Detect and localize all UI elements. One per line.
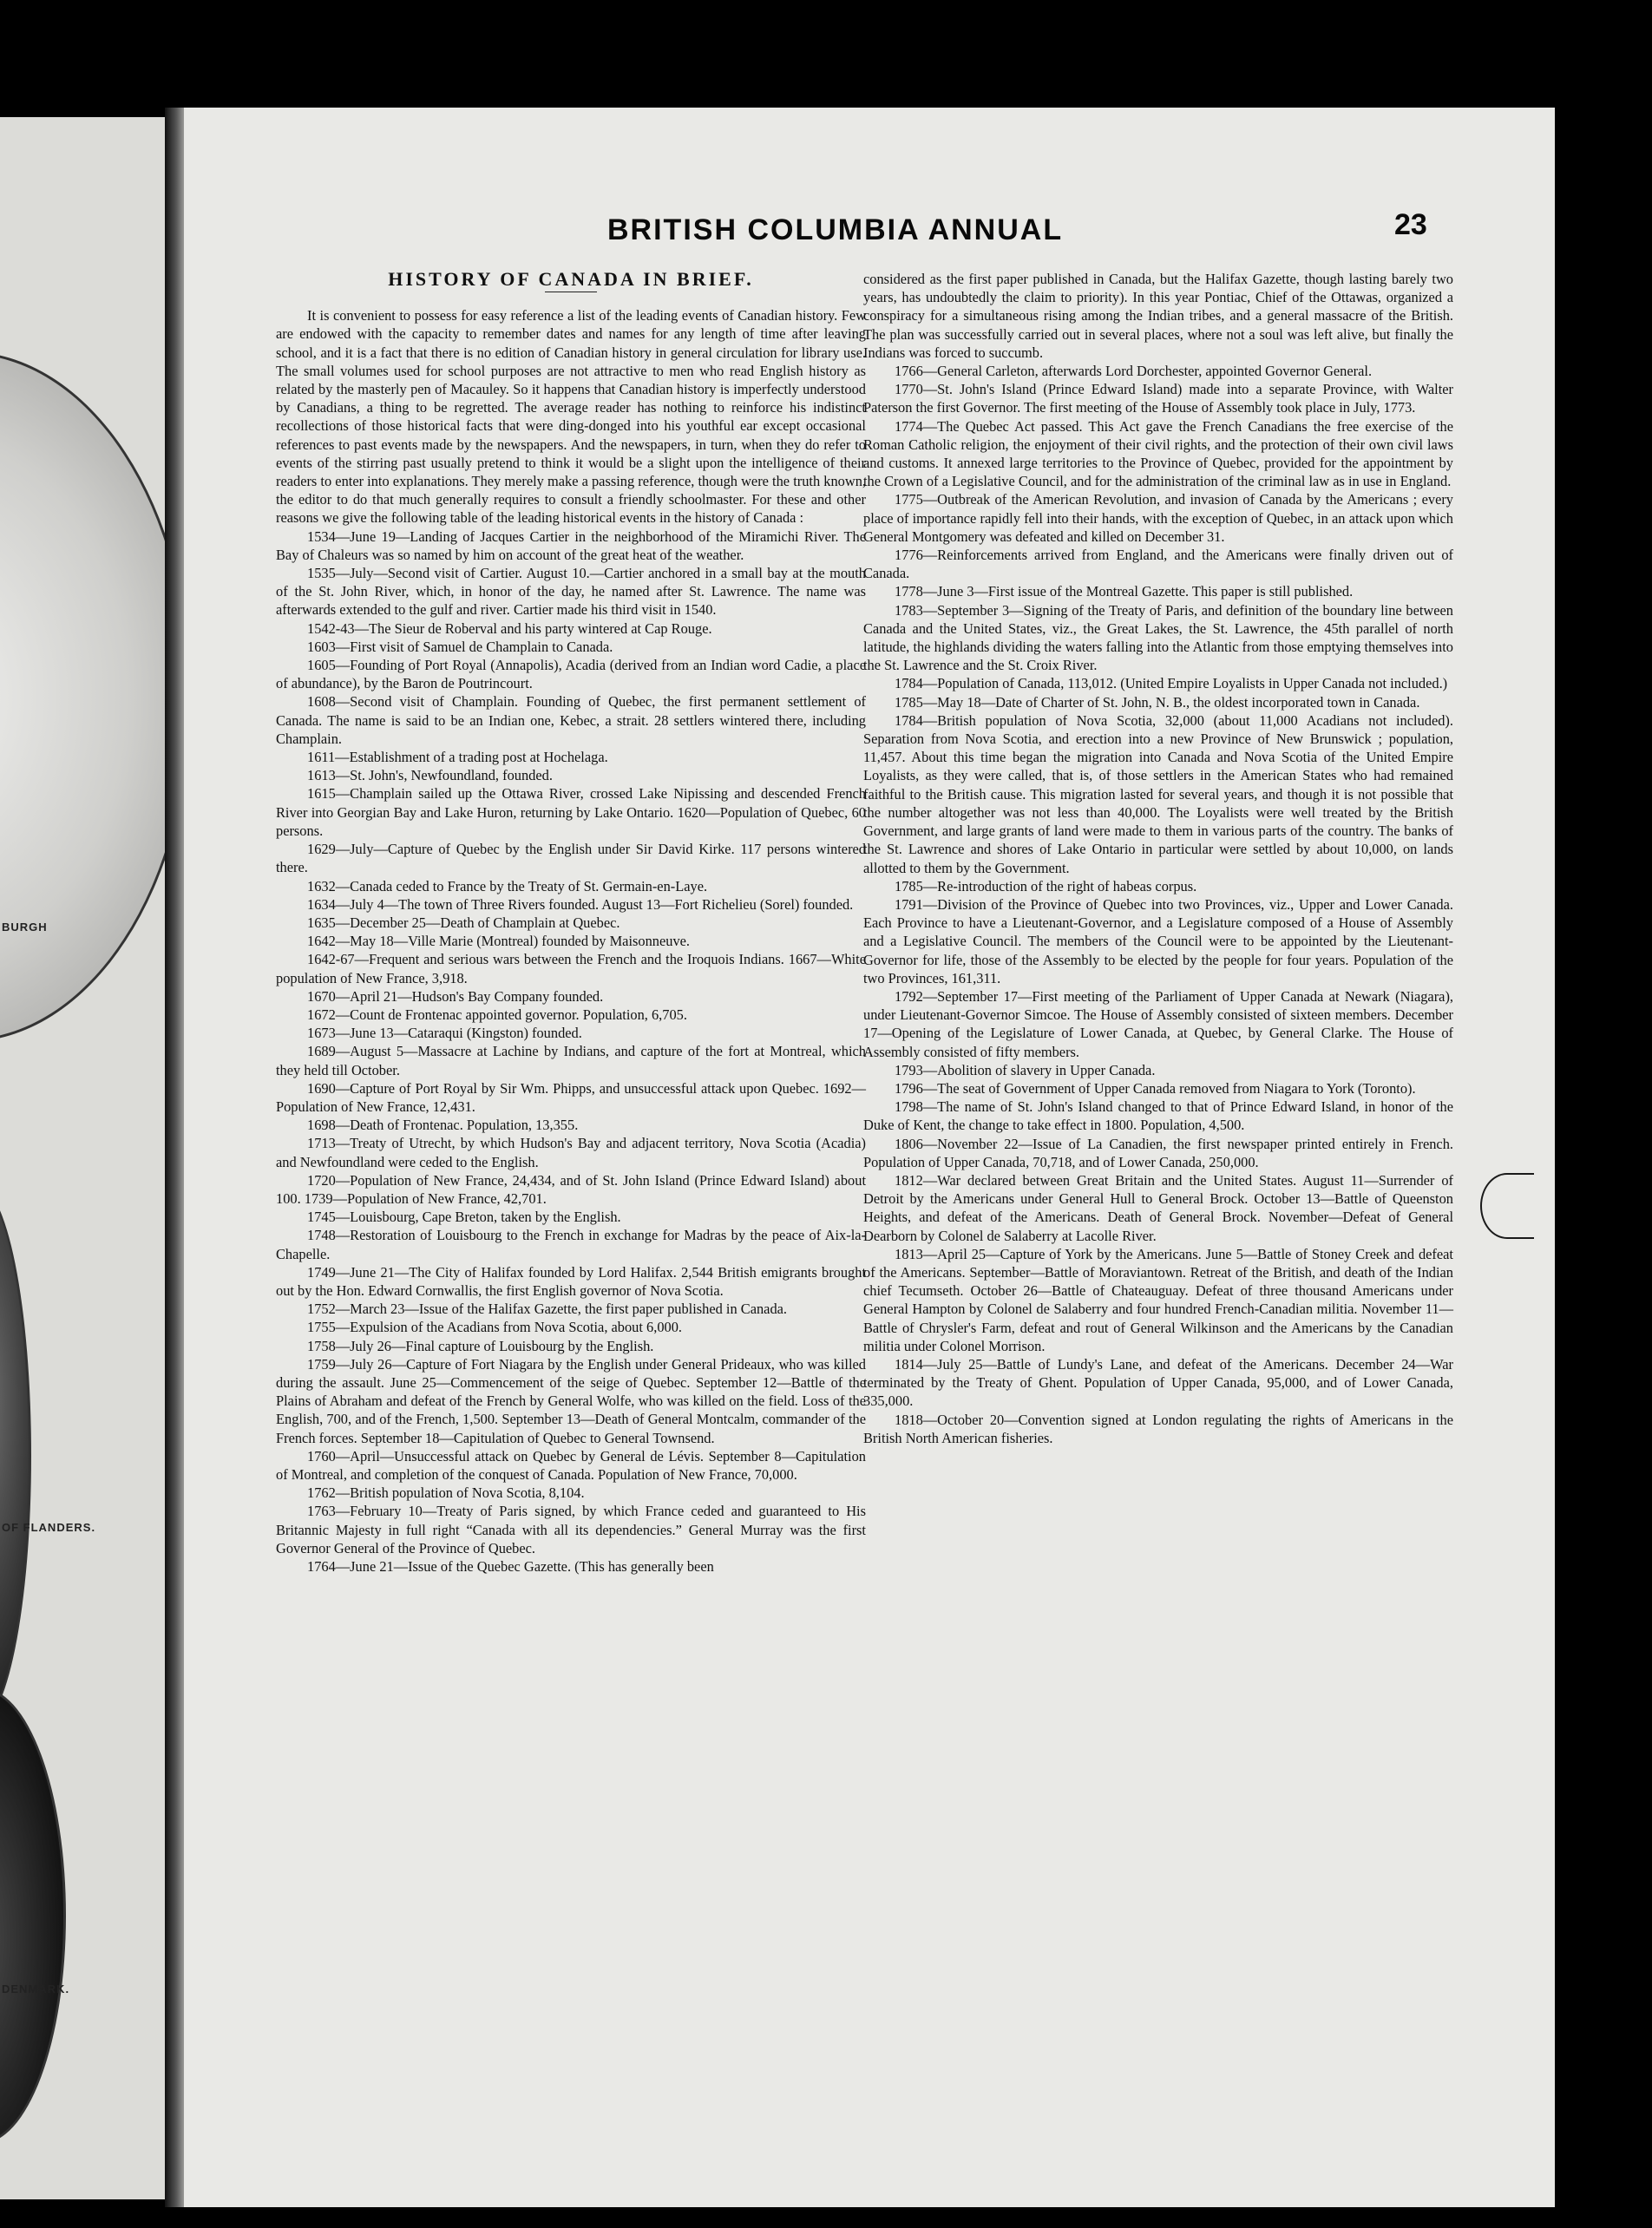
paragraph: 1785—May 18—Date of Charter of St. John, N. B., the oldest incorporated town in Canada. [895,693,1420,711]
paragraph: 1812—War declared between Great Britain and the United States. August 11—Surrender of Detroit by the Americans under General Hull to General Brock. October 13—Battle of Queenston Heights, and defeat of the Americans. Death of General Brock. November—Defeat of General Dearborn by Colonel de Salaberry at Lacolle River. [863,1171,1453,1244]
right-column [863,270,1453,1447]
paragraph: 1806—November 22—Issue of La Canadien, the first newspaper printed entirely in French. Population of Upper Canada, 70,718, and of Lower Canada, 250,000. [863,1135,1453,1170]
paragraph: 1755—Expulsion of the Acadians from Nova Scotia, about 6,000. [307,1319,683,1336]
caption-burgh: BURGH [2,921,48,934]
paragraph: 1634—July 4—The town of Three Rivers founded. August 13—Fort Richelieu (Sorel) founded. [307,895,854,913]
paragraph: 1698—Death of Frontenac. Population, 13,355. [307,1117,579,1134]
paragraph: 1613—St. John's, Newfoundland, founded. [307,767,553,784]
paragraph: 1793—Abolition of slavery in Upper Canada. [895,1061,1156,1078]
paragraph: 1792—September 17—First meeting of the Parliament of Upper Canada at Newark (Niagara), under Lieutenant-Governor Simcoe. The House of Assembly consisted of sixteen members. December 17—Opening of the Legislature of Lower Canada, at Quebec, by General Clarke. The House of Assembly consisted of fifty members. [863,987,1453,1060]
paragraph: 1813—April 25—Capture of York by the Americans. June 5—Battle of Stoney Creek and defeat of the Americans. September—Battle of Moraviantown. Retreat of the British, and death of the Indian chief Tecumseth. October 26—Battle of Chateauguay. Defeat of three thousand Americans under General Hampton by Colonel de Salaberry and four hundred French-Canadian militia. November 11—Battle of Chrysler's Farm, defeat and rout of General Wilkinson and the Americans by the Canadian militia under Colonel Morrison. [863,1245,1453,1354]
paragraph: 1758—July 26—Final capture of Louisbourg by the English. [307,1337,654,1354]
left-paragraphs [276,306,866,1576]
paragraph: 1632—Canada ceded to France by the Treaty of St. Germain-en-Laye. [307,877,708,894]
paragraph: 1818—October 20—Convention signed at London regulating the rights of Americans in the British North American fisheries. [863,1411,1453,1446]
paragraph: 1629—July—Capture of Quebec by the English under Sir David Kirke. 117 persons wintered there. [276,841,866,876]
paragraph: 1672—Count de Frontenac appointed governor. Population, 6,705. [307,1006,687,1023]
paragraph: 1720—Population of New France, 24,434, and of St. John Island (Prince Edward Island) about 100. 1739—Population of New France, 42,701. [276,1171,866,1207]
paragraph: 1748—Restoration of Louisbourg to the French in exchange for Madras by the peace of Aix-la-Chapelle. [276,1227,866,1262]
oval-portrait-middle [0,1184,31,1727]
paragraph: 1778—June 3—First issue of the Montreal Gazette. This paper is still published. [895,583,1354,600]
paragraph: 1670—April 21—Hudson's Bay Company founded. [307,987,604,1005]
paragraph: 1635—December 25—Death of Champlain at Quebec. [307,914,620,931]
paragraph: 1759—July 26—Capture of Fort Niagara by the English under General Prideaux, who was killed during the assault. June 25—Commencement of the seige of Quebec. September 12—Battle of the Plains of Abraham and defeat of the French by General Wolfe, who was killed on the field. Loss of the English, 700, and of the French, 1,500. September 13—Death of General Montcalm, commander of the French forces. September 18—Capitulation of Quebec to General Townsend. [276,1355,866,1446]
paragraph: 1752—March 23—Issue of the Halifax Gazette, the first paper published in Canada. [307,1301,788,1318]
paragraph: 1796—The seat of Government of Upper Canada removed from Niagara to York (Toronto). [895,1079,1416,1097]
paragraph: 1775—Outbreak of the American Revolution, and invasion of Canada by the Americans ; every place of importance rapidly fell into their hands, with the exception of Quebec, in an attack upon which General Montgomery was defeated and killed on December 31. [863,491,1453,545]
paragraph: 1798—The name of St. John's Island changed to that of Prince Edward Island, in honor of the Duke of Kent, the change to take effect in 1800. Population, 4,500. [863,1098,1453,1134]
paragraph: 1535—July—Second visit of Cartier. August 10.—Cartier anchored in a small bay at the mouth of the St. John River, which, in honor of the day, he named after St. Lawrence. The name was afterwards extended to the gulf and river. Cartier made his third visit in 1540. [276,565,866,619]
paragraph: 1713—Treaty of Utrecht, by which Hudson's Bay and adjacent territory, Nova Scotia (Acadia) and Newfoundland were ceded to the English. [276,1135,866,1170]
paragraph: 1749—June 21—The City of Halifax founded by Lord Halifax. 2,544 British emigrants brought out by the Hon. Edward Cornwallis, the first English governor of Nova Scotia. [276,1263,866,1299]
paragraph: 1689—August 5—Massacre at Lachine by Indians, and capture of the fort at Montreal, which they held till October. [276,1043,866,1078]
paragraph: considered as the first paper published in Canada, but the Halifax Gazette, though lasting barely two years, has undoubtedly the claim to priority). In this year Pontiac, Chief of the Ottawas, organized a conspiracy for a simultaneous rising among the Indian tribes, and a general massacre of the British. The plan was successfully carried out in several places, where not a soul was left alive, but finally the Indians was forced to succumb. [863,271,1453,361]
paragraph: 1770—St. John's Island (Prince Edward Island) made into a separate Province, with Walter Paterson the first Governor. The first meeting of the House of Assembly took place in July, 1773. [863,381,1453,416]
paragraph: 1603—First visit of Samuel de Champlain to Canada. [307,638,613,655]
book-gutter [165,108,184,2207]
paragraph: 1785—Re-introduction of the right of habeas corpus. [895,877,1197,894]
margin-bracket [1480,1173,1534,1239]
paragraph: 1760—April—Unsuccessful attack on Quebec by General de Lévis. September 8—Capitulation of Montreal, and completion of the conquest of Canada. Population of New France, 70,000. [276,1447,866,1483]
paragraph: 1774—The Quebec Act passed. This Act gave the French Canadians the free exercise of the Roman Catholic religion, the enjoyment of their civil rights, and the protection of their own civil laws and customs. It annexed large territories to the Province of Quebec, provided for the appointment by the Crown of a Legislative Council, and for the administration of the criminal law as in use in England. [863,417,1453,490]
paragraph: 1608—Second visit of Champlain. Founding of Quebec, the first permanent settlement of Canada. The name is said to be an Indian one, Kebec, a strait. 28 settlers wintered there, including Champlain. [276,693,866,747]
running-header: BRITISH COLUMBIA ANNUAL [607,213,1064,246]
paragraph: 1605—Founding of Port Royal (Annapolis), Acadia (derived from an Indian word Cadie, a place of abundance), by the Baron de Poutrincourt. [276,657,866,692]
paragraph: 1766—General Carleton, afterwards Lord Dorchester, appointed Governor General. [895,363,1373,380]
paragraph: 1784—British population of Nova Scotia, 32,000 (about 11,000 Acadians not included). Separation from Nova Scotia, and erection into a new Province of New Brunswick ; population, 11,457. About this time began the migration into Canada and Nova Scotia of the United Empire Loyalists, as they were called, that is, of those settlers in the American States who had remained faithful to the British cause. This migration lasted for several years, and though it is not possible that the number altogether was not less than 40,000. The Loyalists were well treated by the British Government, and large grants of land were made to them in various parts of the country. The banks of the St. Lawrence and shores of Lake Ontario in particular were settled by about 10,000, on lands allotted to them by the Government. [863,711,1453,876]
caption-flanders: OF FLANDERS. [2,1521,96,1534]
paragraph: 1642-67—Frequent and serious wars between the French and the Iroquois Indians. 1667—White population of New France, 3,918. [276,951,866,986]
oval-portrait-top [0,351,165,1042]
paragraph: 1784—Population of Canada, 113,012. (United Empire Loyalists in Upper Canada not included.) [895,675,1448,692]
paragraph: 1534—June 19—Landing of Jacques Cartier in the neighborhood of the Miramichi River. The Bay of Chaleurs was so named by him on account of the great heat of the weather. [276,528,866,563]
paragraph: 1673—June 13—Cataraqui (Kingston) founded. [307,1025,582,1042]
paragraph: 1642—May 18—Ville Marie (Montreal) founded by Maisonneuve. [307,933,691,950]
paragraph: 1762—British population of Nova Scotia, 8,104. [307,1484,585,1502]
oval-portrait-bottom [0,1687,66,2144]
left-column [276,270,866,1576]
paragraph: 1764—June 21—Issue of the Quebec Gazette. (This has generally been [307,1558,714,1576]
paragraph: 1791—Division of the Province of Quebec into two Provinces, viz., Upper and Lower Canada. Each Province to have a Lieutenant-Governor, and a Legislature composed of a House of Assembly and a Legislative Council. The members of the Council were to be appointed by the Lieutenant-Governor for life, those of the Assembly to be elected by the people for four years. Population of the two Provinces, 161,311. [863,895,1453,986]
paragraph: 1783—September 3—Signing of the Treaty of Paris, and definition of the boundary line between Canada and the United States, viz., the Great Lakes, the St. Lawrence, the 45th parallel of north latitude, the highlands dividing the waters falling into the Atlantic from those emptying themselves into the St. Lawrence and the St. Croix River. [863,601,1453,674]
paragraph: 1763—February 10—Treaty of Paris signed, by which France ceded and guaranteed to His Britannic Majesty in full right “Canada with all its dependencies.” General Murray was the first Governor General of the Province of Quebec. [276,1503,866,1556]
article-title: HISTORY OF CANADA IN BRIEF. [388,268,754,290]
paragraph: 1814—July 25—Battle of Lundy's Lane, and defeat of the Americans. December 24—War terminated by the Treaty of Ghent. Population of Upper Canada, 95,000, and of Lower Canada, 335,000. [863,1355,1453,1410]
paragraph: 1690—Capture of Port Royal by Sir Wm. Phipps, and unsuccessful attack upon Quebec. 1692—Population of New France, 12,431. [276,1079,866,1115]
paragraph: It is convenient to possess for easy reference a list of the leading events of Canadian history. Few are endowed with the capacity to remember dates and names for any length of time after leaving school, and it is a fact that there is no edition of Canadian history in general circulation for library use. The small volumes used for school purposes are not attractive to men who read English history as related by the masterly pen of Macauley. So it happens that Canadian history is imperfectly understood by Canadians, a thing to be regretted. The average reader has nothing to reinforce his indistinct recollections of those historical facts that were ding-donged into his youthful ear except occasional references to past events made by the newspapers. And the newspapers, in turn, when they do refer to events of the stirring past usually pretend to think it would be a slight upon the intelligence of their readers to enter into explanations. They merely make a passing reference, though were the truth known, the editor to do that much generally requires to consult a friendly schoolmaster. For these and other reasons we give the following table of the leading historical events in the history of Canada : [276,307,866,527]
page-number: 23 [1394,208,1427,241]
right-paragraphs [863,270,1453,1447]
paragraph: 1776—Reinforcements arrived from England, and the Americans were finally driven out of Canada. [863,547,1453,582]
facing-page [0,117,165,2199]
paragraph: 1542-43—The Sieur de Roberval and his party wintered at Cap Rouge. [307,619,712,637]
paragraph: 1611—Establishment of a trading post at Hochelaga. [307,749,608,766]
caption-denmark: DENMARK. [2,1982,70,1995]
paragraph: 1615—Champlain sailed up the Ottawa River, crossed Lake Nipissing and descended French River into Georgian Bay and Lake Huron, returning by Lake Ontario. 1620—Population of Quebec, 60 persons. [276,785,866,839]
paragraph: 1745—Louisbourg, Cape Breton, taken by the English. [307,1209,621,1226]
